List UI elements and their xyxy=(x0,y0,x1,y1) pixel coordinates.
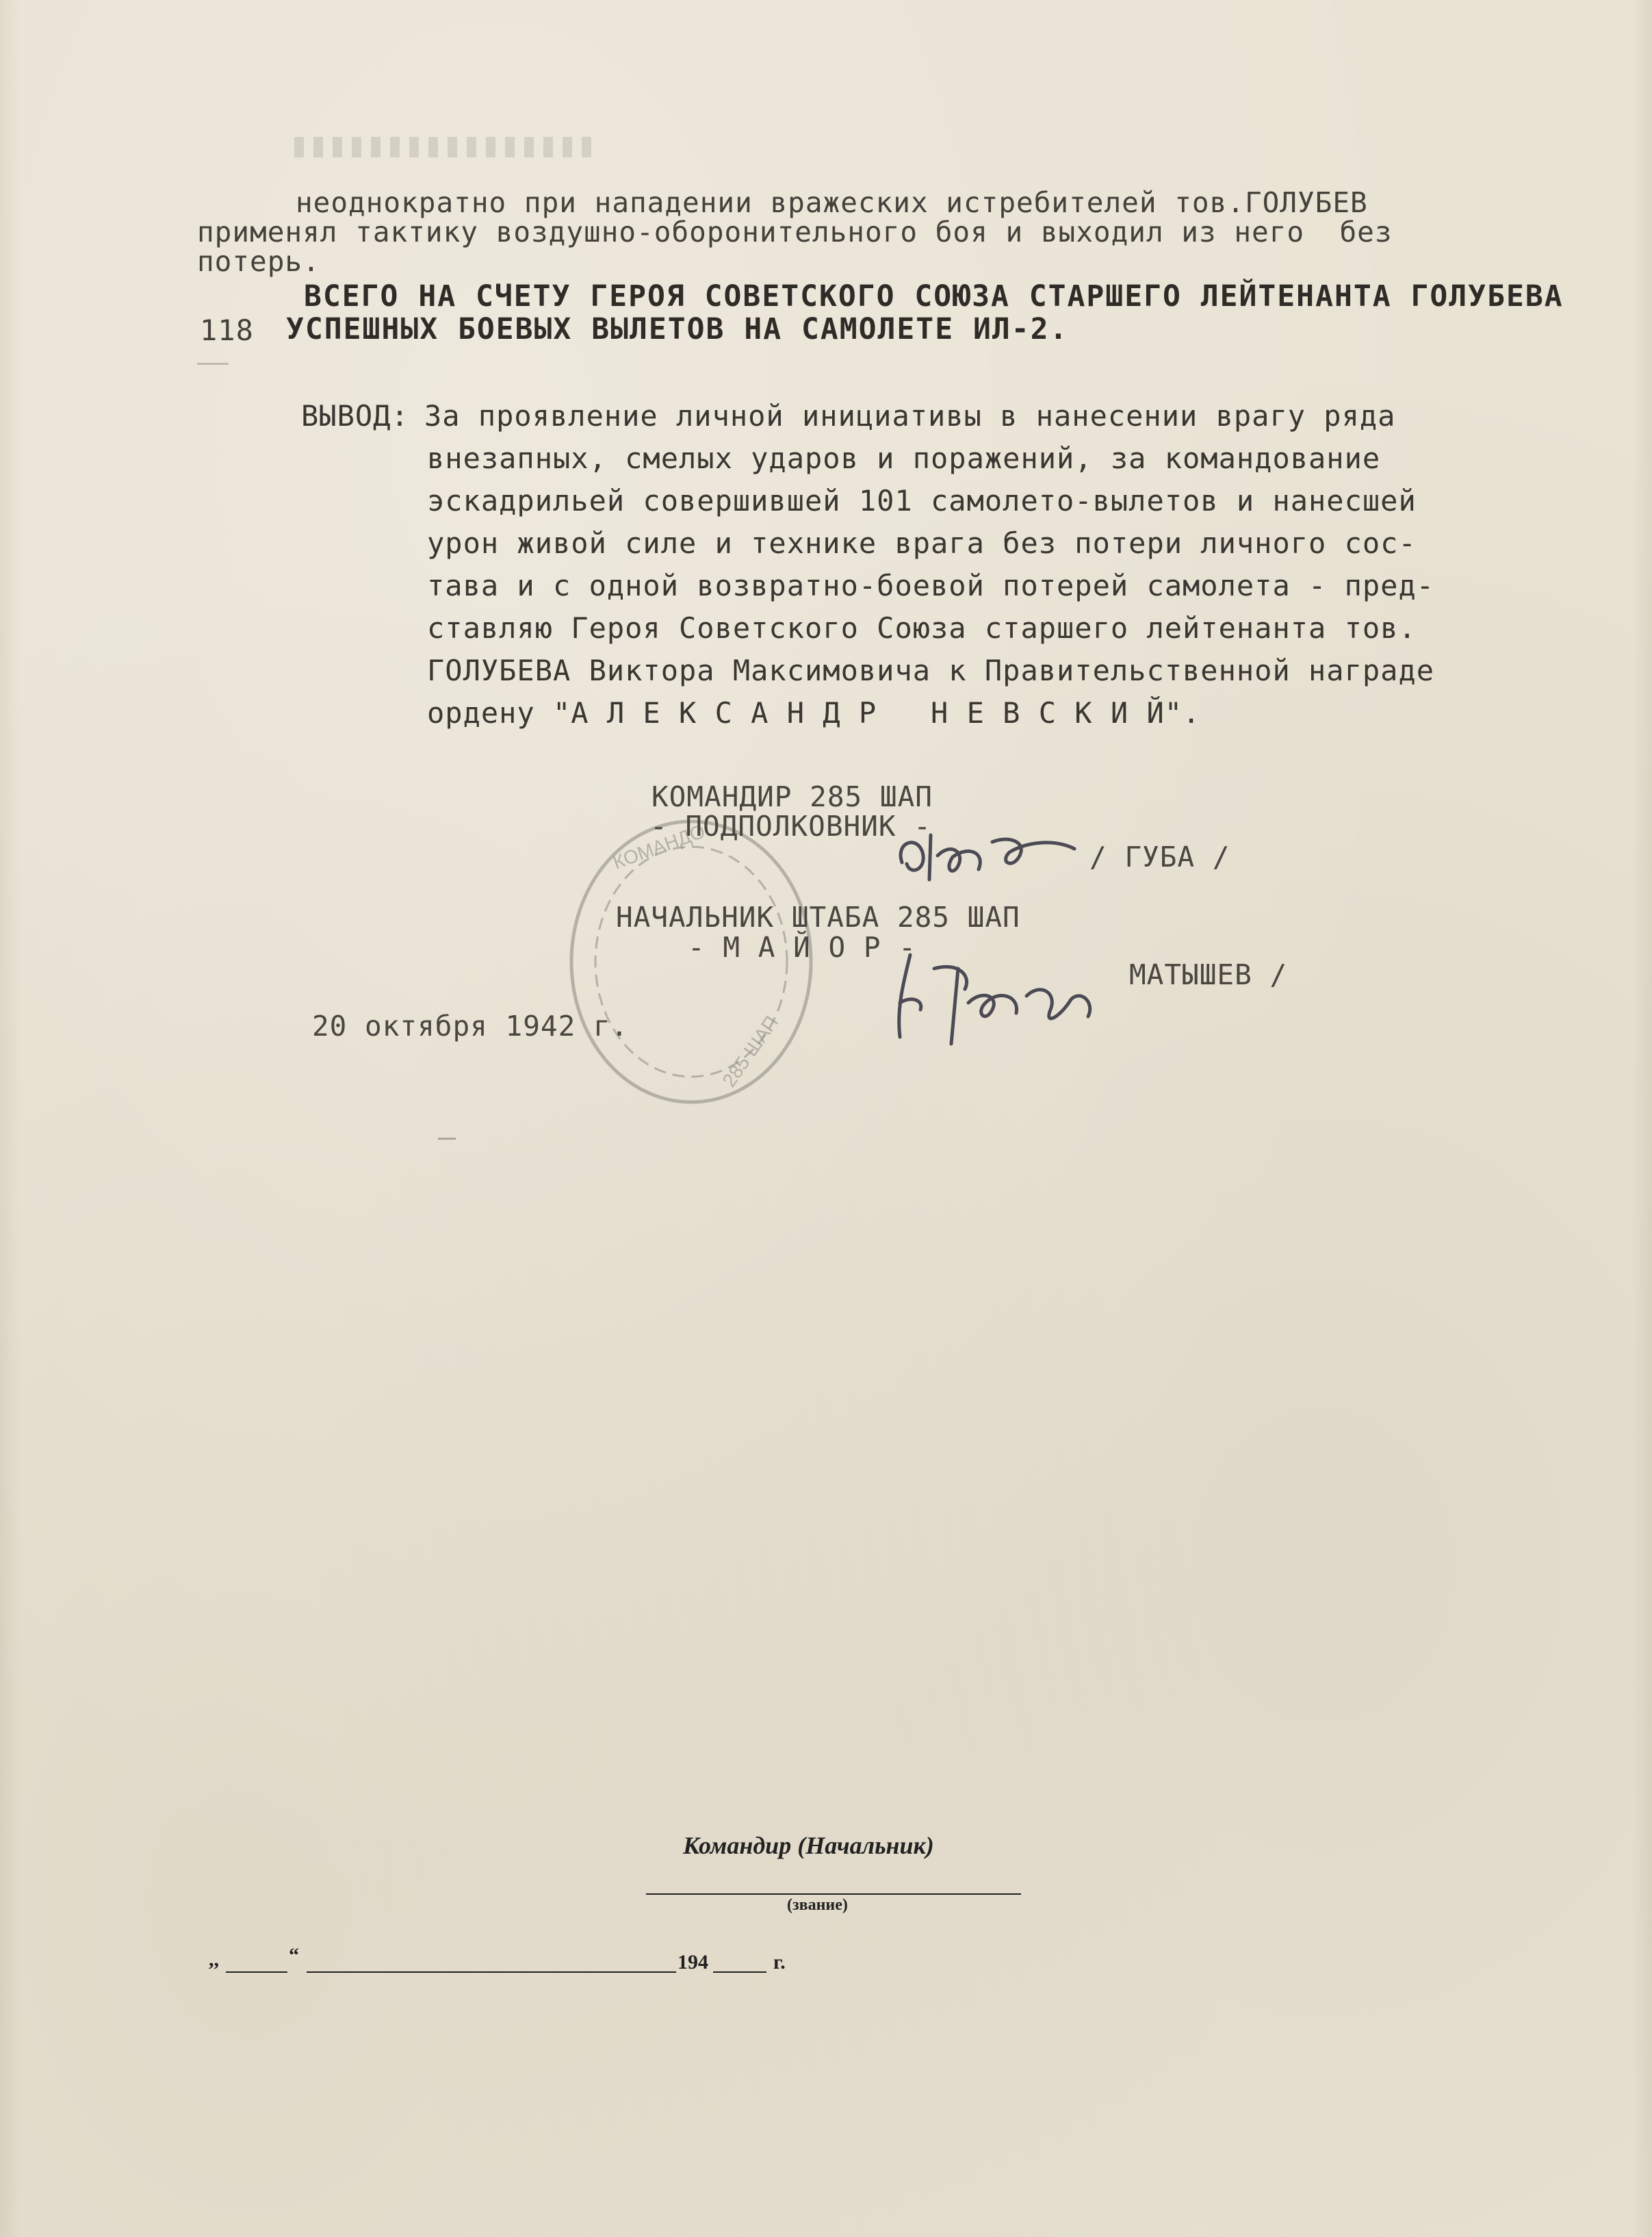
date-close-quote: “ xyxy=(289,1944,299,1967)
strike-mark xyxy=(197,363,229,365)
faint-dash xyxy=(438,1138,456,1140)
conclusion-line-2: внезапных, смелых ударов и поражений, за командование xyxy=(427,442,1381,475)
conclusion-label: ВЫВОД: xyxy=(301,399,409,433)
date-year-line xyxy=(713,1971,766,1973)
paragraph-line-3: потерь. xyxy=(197,245,320,278)
chief-rank: - М А Й О Р - xyxy=(688,931,916,964)
sorties-text: УСПЕШНЫХ БОЕВЫХ ВЫЛЕТОВ НА САМОЛЕТЕ ИЛ-2. xyxy=(286,312,1069,346)
conclusion-line-4: урон живой силе и технике врага без потери личного сос- xyxy=(427,526,1417,560)
svg-text:285 ШАП: 285 ШАП xyxy=(718,1012,782,1091)
year-suffix: г. xyxy=(773,1951,786,1973)
sorties-number: 118 xyxy=(200,314,254,347)
conclusion-line-8: ордену "А Л Е К С А Н Д Р Н Е В С К И Й". xyxy=(427,696,1201,730)
date-line-group xyxy=(205,1943,808,1977)
rank-label: (звание) xyxy=(787,1896,848,1914)
total-line: ВСЕГО НА СЧЕТУ ГЕРОЯ СОВЕТСКОГО СОЮЗА СТАРШЕГО ЛЕЙТЕНАНТА ГОЛУБЕВА xyxy=(304,279,1564,314)
year-prefix: 194 xyxy=(677,1951,708,1973)
form-title: Командир (Начальник) xyxy=(683,1832,934,1859)
commander-signature xyxy=(890,815,1095,897)
chief-title: НАЧАЛЬНИК ШТАБА 285 ШАП xyxy=(616,901,1020,934)
conclusion-line-3: эскадрильей совершившей 101 самолето-вылетов и нанесшей xyxy=(427,484,1417,517)
commander-name: / ГУБА / xyxy=(1089,841,1230,873)
chief-name: МАТЫШЕВ / xyxy=(1129,958,1288,991)
conclusion-line-7: ГОЛУБЕВА Виктора Максимовича к Правительственной награде xyxy=(427,654,1435,687)
date-month-line xyxy=(307,1971,676,1973)
conclusion-line-1: За проявление личной инициативы в нанесении врагу ряда xyxy=(424,399,1396,433)
paragraph-line-2: применял тактику воздушно-оборонительного боя и выходил из него без xyxy=(197,216,1393,248)
conclusion-line-6: ставляю Героя Советского Союза старшего лейтенанта тов. xyxy=(427,611,1417,645)
svg-text:КОМАНДО: КОМАНДО xyxy=(610,820,708,873)
chief-signature xyxy=(883,941,1129,1058)
bleed-through-marks xyxy=(294,137,595,157)
document-date: 20 октября 1942 г. xyxy=(312,1010,629,1043)
date-open-quote: ,, xyxy=(209,1948,219,1971)
date-day-line xyxy=(226,1971,287,1973)
rank-line xyxy=(646,1893,1021,1895)
commander-title: КОМАНДИР 285 ШАП xyxy=(651,780,933,813)
conclusion-line-5: тава и с одной возвратно-боевой потерей самолета - пред- xyxy=(427,569,1435,602)
paragraph-line-1: неоднократно при нападении вражеских истребителей тов.ГОЛУБЕВ xyxy=(296,186,1368,219)
commander-rank: - ПОДПОЛКОВНИК - xyxy=(650,810,931,843)
